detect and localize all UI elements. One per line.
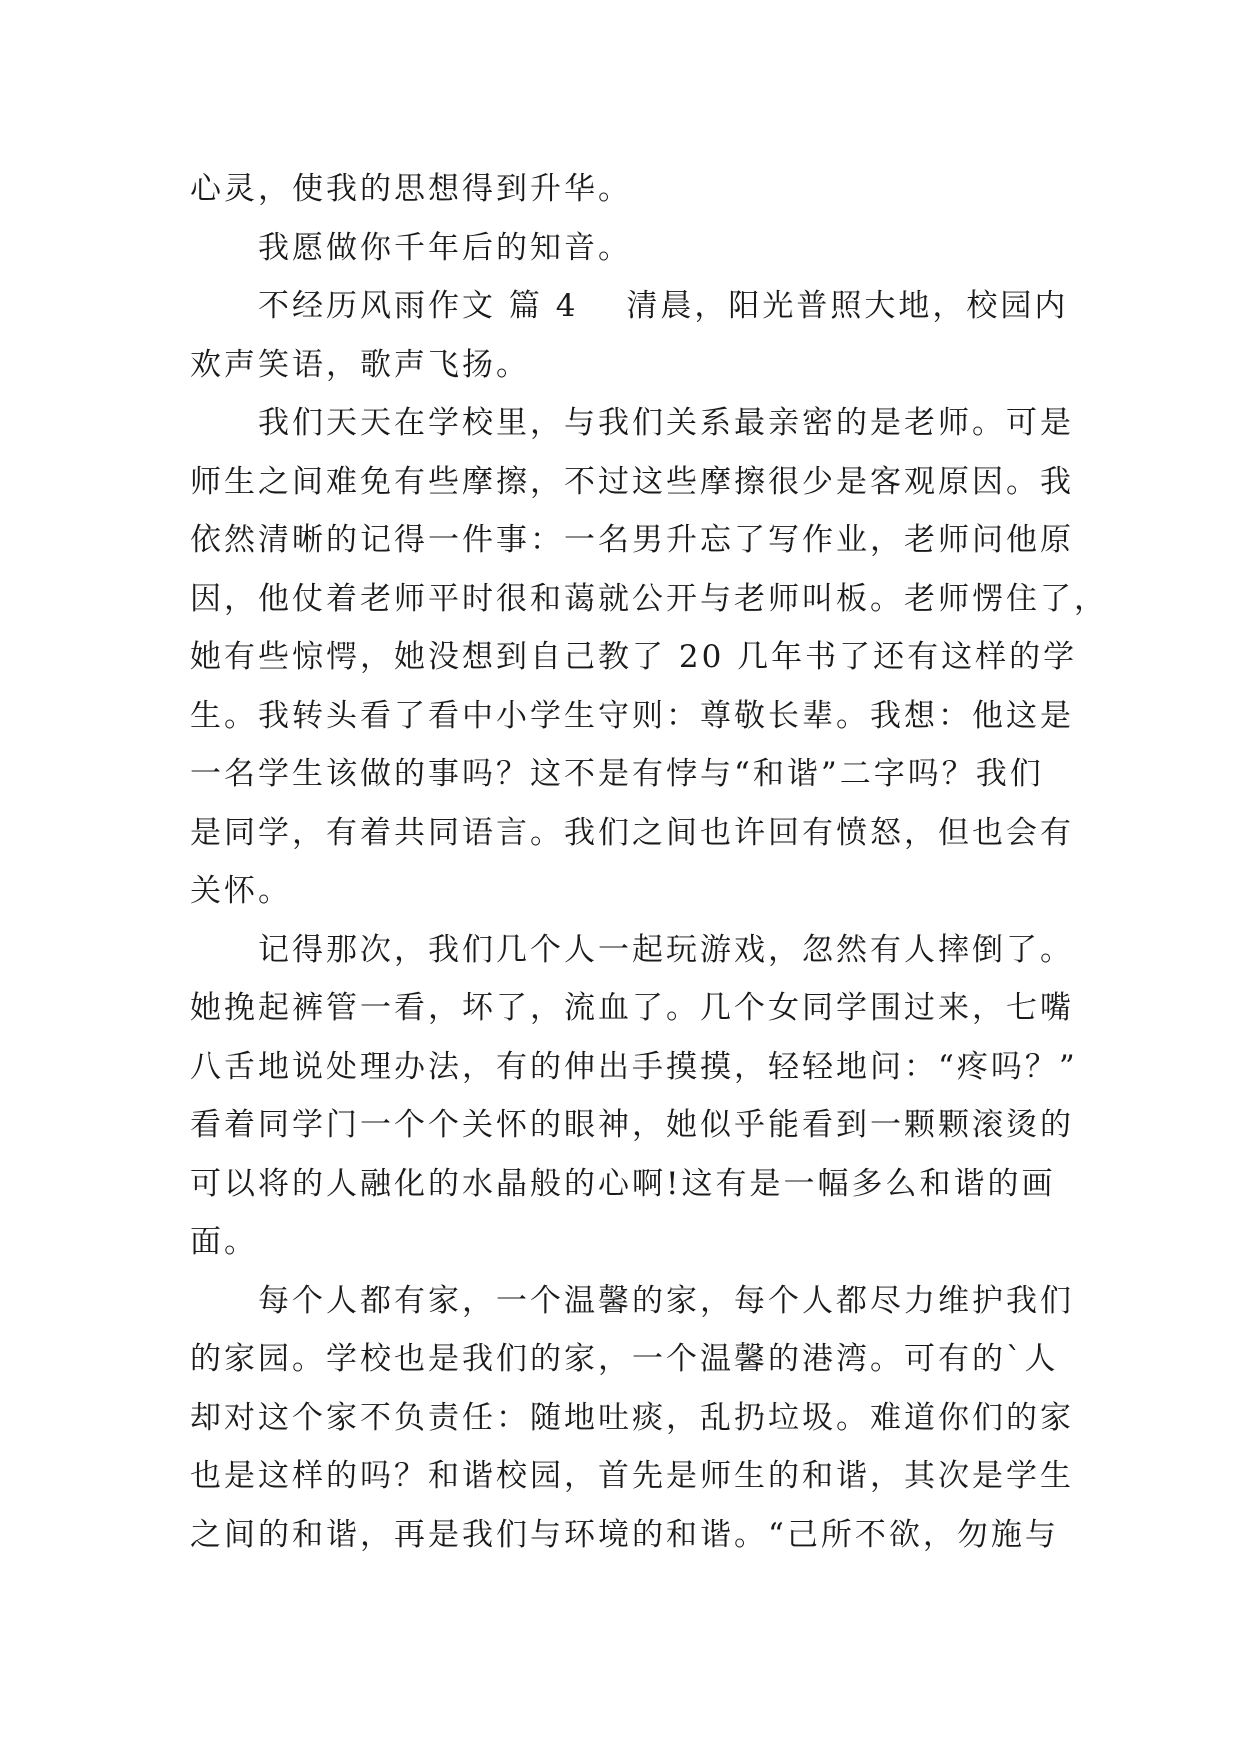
text-line: 也是这样的吗？和谐校园，首先是师生的和谐，其次是学生 (190, 1458, 1074, 1494)
text-line: 生。我转头看了看中小学生守则：尊敬长辈。我想：他这是 (190, 697, 1074, 734)
text-line: 却对这个家不负责任：随地吐痰，乱扔垃圾。难道你们的家 (190, 1399, 1074, 1436)
text-line: 她有些惊愕，她没想到自己教了 20 几年书了还有这样的学 (190, 639, 1078, 675)
text-line: 我愿做你千年后的知音。 (258, 229, 632, 266)
text-line: 依然清晰的记得一件事：一名男升忘了写作业，老师问他原 (190, 522, 1074, 558)
text-line: 因，他仗着老师平时很和蔼就公开与老师叫板。老师愣住了， (190, 580, 1108, 617)
text-line: 师生之间难免有些摩擦，不过这些摩擦很少是客观原因。我 (190, 463, 1074, 500)
text-continuation: 清晨，阳光普照大地，校园内 (626, 288, 1069, 324)
text-line: 欢声笑语，歌声飞扬。 (190, 346, 530, 383)
text-line: 心灵，使我的思想得到升华。 (190, 171, 632, 207)
text-line: 她挽起裤管一看，坏了，流血了。几个女同学围过来，七嘴 (190, 990, 1074, 1026)
text-line: 的家园。学校也是我们的家，一个温馨的港湾。可有的`人 (190, 1341, 1059, 1377)
section-heading-line (190, 277, 1069, 336)
text-line: 记得那次，我们几个人一起玩游戏，忽然有人摔倒了。 (258, 931, 1074, 968)
text-line: 面。 (190, 1224, 258, 1260)
section-heading: 不经历风雨作文 篇 4 (258, 288, 579, 324)
text-line: 可以将的人融化的水晶般的心啊!这有是一幅多么和谐的画 (190, 1165, 1056, 1202)
text-line: 八舌地说处理办法，有的伸出手摸摸，轻轻地问：“疼吗？” (190, 1048, 1078, 1085)
text-line: 一名学生该做的事吗？这不是有悖与“和谐”二字吗？我们 (190, 756, 1044, 792)
text-line: 是同学，有着共同语言。我们之间也许回有愤怒，但也会有 (190, 814, 1074, 851)
text-line: 每个人都有家，一个温馨的家，每个人都尽力维护我们 (258, 1282, 1074, 1319)
text-line: 看着同学门一个个关怀的眼神，她似乎能看到一颗颗滚烫的 (190, 1107, 1074, 1143)
text-line: 关怀。 (190, 873, 292, 909)
essay-body (190, 160, 1108, 1564)
text-line: 我们天天在学校里，与我们关系最亲密的是老师。可是 (258, 405, 1074, 441)
text-line: 之间的和谐，再是我们与环境的和谐。“己所不欲，勿施与 (190, 1516, 1059, 1553)
